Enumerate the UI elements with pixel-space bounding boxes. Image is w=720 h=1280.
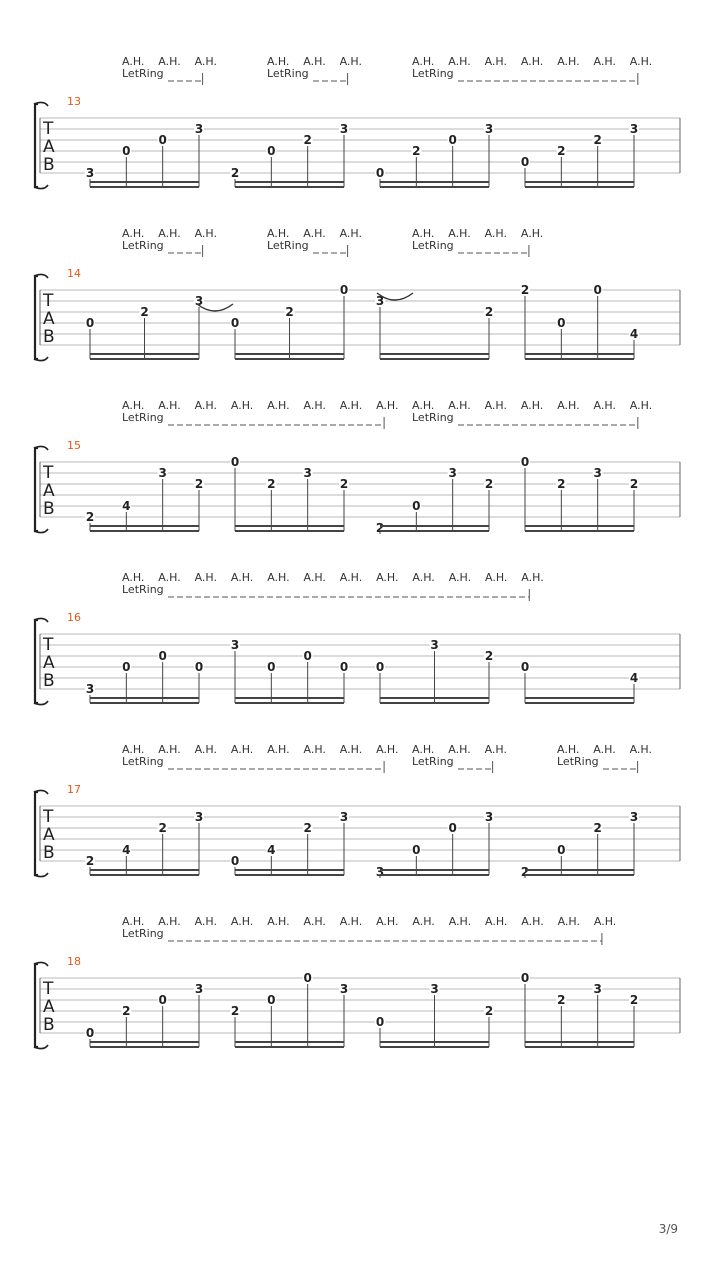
artificial-harmonic-label: A.H. <box>339 915 363 928</box>
fret-number: 0 <box>230 316 240 330</box>
measure-number: 16 <box>67 611 81 624</box>
fret-number: 2 <box>194 477 204 491</box>
tab-clef-letter: T <box>43 979 54 999</box>
fret-number: 0 <box>339 283 349 297</box>
artificial-harmonic-label: A.H. <box>122 55 145 68</box>
artificial-harmonic-label: A.H. <box>158 743 181 756</box>
fret-number: 0 <box>520 660 530 674</box>
artificial-harmonic-label: A.H. <box>593 55 616 68</box>
fret-number: 3 <box>430 982 439 996</box>
artificial-harmonic-label: A.H. <box>412 743 435 756</box>
fret-number: 3 <box>158 466 167 480</box>
artificial-harmonic-label: A.H. <box>158 399 181 412</box>
fret-number: 3 <box>85 682 95 696</box>
fret-number: 0 <box>412 499 421 513</box>
let-ring-label: LetRing <box>122 927 164 940</box>
artificial-harmonic-label: A.H. <box>158 915 181 928</box>
fret-number: 0 <box>85 1026 95 1040</box>
artificial-harmonic-label: A.H. <box>484 55 508 68</box>
artificial-harmonic-label: A.H. <box>122 571 145 584</box>
artificial-harmonic-label: A.H. <box>267 915 290 928</box>
fret-number: 3 <box>194 122 204 136</box>
artificial-harmonic-label: A.H. <box>194 55 218 68</box>
artificial-harmonic-label: A.H. <box>412 915 435 928</box>
fret-number: 0 <box>122 660 131 674</box>
fret-number: 3 <box>339 810 349 824</box>
fret-number: 2 <box>629 993 639 1007</box>
fret-number: 0 <box>303 971 312 985</box>
artificial-harmonic-label: A.H. <box>629 743 653 756</box>
fret-number: 0 <box>230 455 240 469</box>
let-ring-label: LetRing <box>412 411 454 424</box>
let-ring-label: LetRing <box>267 67 309 80</box>
fret-number: 3 <box>593 466 602 480</box>
let-ring-label: LetRing <box>557 755 599 768</box>
artificial-harmonic-label: A.H. <box>448 399 471 412</box>
artificial-harmonic-label: A.H. <box>267 571 290 584</box>
artificial-harmonic-label: A.H. <box>557 399 580 412</box>
artificial-harmonic-label: A.H. <box>485 571 508 584</box>
artificial-harmonic-label: A.H. <box>484 399 508 412</box>
fret-number: 3 <box>375 294 385 308</box>
tab-clef-letter: B <box>43 1015 55 1035</box>
page-number: 3/9 <box>658 1222 678 1236</box>
fret-number: 0 <box>557 316 566 330</box>
artificial-harmonic-label: A.H. <box>194 399 218 412</box>
artificial-harmonic-label: A.H. <box>194 227 218 240</box>
fret-number: 0 <box>267 993 276 1007</box>
artificial-harmonic-label: A.H. <box>448 743 471 756</box>
system-bracket <box>35 104 38 187</box>
artificial-harmonic-label: A.H. <box>448 915 472 928</box>
artificial-harmonic-label: A.H. <box>629 399 653 412</box>
artificial-harmonic-label: A.H. <box>520 55 544 68</box>
fret-number: 2 <box>593 821 602 835</box>
artificial-harmonic-label: A.H. <box>303 915 326 928</box>
fret-number: 0 <box>375 660 385 674</box>
tab-clef-letter: A <box>43 825 55 845</box>
fret-number: 0 <box>557 843 566 857</box>
fret-number: 0 <box>593 283 602 297</box>
artificial-harmonic-label: A.H. <box>412 571 435 584</box>
artificial-harmonic-label: A.H. <box>520 399 544 412</box>
fret-number: 3 <box>85 166 95 180</box>
fret-number: 0 <box>375 166 385 180</box>
artificial-harmonic-label: A.H. <box>122 227 145 240</box>
artificial-harmonic-label: A.H. <box>593 399 616 412</box>
artificial-harmonic-label: A.H. <box>557 915 581 928</box>
artificial-harmonic-label: A.H. <box>448 227 471 240</box>
fret-number: 0 <box>230 854 240 868</box>
fret-number: 2 <box>375 521 385 535</box>
system-bracket <box>35 620 38 703</box>
fret-number: 0 <box>267 144 276 158</box>
tab-clef-letter: T <box>43 807 54 827</box>
fret-number: 2 <box>484 305 494 319</box>
artificial-harmonic-label: A.H. <box>194 743 218 756</box>
artificial-harmonic-label: A.H. <box>194 915 218 928</box>
fret-number: 2 <box>85 854 95 868</box>
artificial-harmonic-label: A.H. <box>122 743 145 756</box>
fret-number: 3 <box>430 638 439 652</box>
fret-number: 0 <box>448 133 457 147</box>
tab-clef-letter: T <box>43 119 54 139</box>
artificial-harmonic-label: A.H. <box>376 743 399 756</box>
let-ring-label: LetRing <box>122 411 164 424</box>
artificial-harmonic-label: A.H. <box>339 571 363 584</box>
artificial-harmonic-label: A.H. <box>485 915 508 928</box>
fret-number: 0 <box>412 843 421 857</box>
fret-number: 3 <box>194 810 204 824</box>
fret-number: 2 <box>412 144 421 158</box>
artificial-harmonic-label: A.H. <box>230 399 254 412</box>
fret-number: 3 <box>194 294 204 308</box>
tab-clef-letter: A <box>43 309 55 329</box>
tab-clef-letter: T <box>43 463 54 483</box>
fret-number: 2 <box>484 1004 494 1018</box>
fret-number: 2 <box>484 649 494 663</box>
fret-number: 0 <box>158 133 167 147</box>
artificial-harmonic-label: A.H. <box>593 915 617 928</box>
fret-number: 2 <box>520 283 530 297</box>
artificial-harmonic-label: A.H. <box>521 915 544 928</box>
let-ring-label: LetRing <box>122 239 164 252</box>
tab-clef-letter: B <box>43 327 55 347</box>
fret-number: 2 <box>85 510 95 524</box>
fret-number: 2 <box>557 477 566 491</box>
artificial-harmonic-label: A.H. <box>448 571 472 584</box>
fret-number: 3 <box>230 638 240 652</box>
fret-number: 2 <box>303 821 312 835</box>
artificial-harmonic-label: A.H. <box>376 571 399 584</box>
artificial-harmonic-label: A.H. <box>521 571 544 584</box>
fret-number: 3 <box>303 466 312 480</box>
tab-clef-letter: A <box>43 481 55 501</box>
fret-number: 3 <box>375 865 385 879</box>
fret-number: 4 <box>122 843 131 857</box>
fret-number: 3 <box>593 982 602 996</box>
artificial-harmonic-label: A.H. <box>158 227 181 240</box>
artificial-harmonic-label: A.H. <box>267 743 290 756</box>
artificial-harmonic-label: A.H. <box>339 399 363 412</box>
artificial-harmonic-label: A.H. <box>484 227 508 240</box>
artificial-harmonic-label: A.H. <box>230 915 254 928</box>
fret-number: 3 <box>448 466 457 480</box>
fret-number: 2 <box>520 865 530 879</box>
artificial-harmonic-label: A.H. <box>520 227 544 240</box>
artificial-harmonic-label: A.H. <box>557 55 580 68</box>
fret-number: 2 <box>230 1004 240 1018</box>
fret-number: 4 <box>122 499 131 513</box>
artificial-harmonic-label: A.H. <box>376 399 399 412</box>
artificial-harmonic-label: A.H. <box>267 227 290 240</box>
fret-number: 2 <box>140 305 149 319</box>
artificial-harmonic-label: A.H. <box>122 399 145 412</box>
fret-number: 2 <box>557 993 566 1007</box>
system-bracket <box>35 792 38 875</box>
artificial-harmonic-label: A.H. <box>339 743 363 756</box>
artificial-harmonic-label: A.H. <box>267 399 290 412</box>
fret-number: 2 <box>593 133 602 147</box>
system-bracket <box>35 276 38 359</box>
tab-clef-letter: B <box>43 671 55 691</box>
let-ring-label: LetRing <box>122 67 164 80</box>
tab-clef-letter: A <box>43 997 55 1017</box>
artificial-harmonic-label: A.H. <box>412 227 435 240</box>
fret-number: 4 <box>629 327 639 341</box>
artificial-harmonic-label: A.H. <box>629 55 653 68</box>
artificial-harmonic-label: A.H. <box>303 227 326 240</box>
fret-number: 4 <box>267 843 276 857</box>
artificial-harmonic-label: A.H. <box>412 55 435 68</box>
fret-number: 0 <box>520 455 530 469</box>
fret-number: 2 <box>629 477 639 491</box>
system-bracket <box>35 448 38 531</box>
artificial-harmonic-label: A.H. <box>376 915 399 928</box>
artificial-harmonic-label: A.H. <box>303 571 326 584</box>
fret-number: 0 <box>85 316 95 330</box>
tab-clef-letter: T <box>43 635 54 655</box>
artificial-harmonic-label: A.H. <box>194 571 218 584</box>
fret-number: 0 <box>520 155 530 169</box>
let-ring-label: LetRing <box>412 755 454 768</box>
artificial-harmonic-label: A.H. <box>593 743 616 756</box>
artificial-harmonic-label: A.H. <box>230 743 254 756</box>
fret-number: 0 <box>375 1015 385 1029</box>
fret-number: 2 <box>158 821 167 835</box>
fret-number: 2 <box>122 1004 131 1018</box>
tab-clef-letter: T <box>43 291 54 311</box>
tab-clef-letter: B <box>43 843 55 863</box>
fret-number: 3 <box>629 810 639 824</box>
artificial-harmonic-label: A.H. <box>339 227 363 240</box>
artificial-harmonic-label: A.H. <box>303 743 326 756</box>
fret-number: 3 <box>194 982 204 996</box>
tab-clef-letter: A <box>43 653 55 673</box>
fret-number: 2 <box>230 166 240 180</box>
fret-number: 2 <box>339 477 349 491</box>
fret-number: 2 <box>484 477 494 491</box>
artificial-harmonic-label: A.H. <box>303 399 326 412</box>
fret-number: 2 <box>303 133 312 147</box>
tab-clef-letter: B <box>43 499 55 519</box>
fret-number: 0 <box>267 660 276 674</box>
fret-number: 4 <box>629 671 639 685</box>
fret-number: 0 <box>194 660 204 674</box>
fret-number: 2 <box>285 305 294 319</box>
measure-number: 18 <box>67 955 81 968</box>
fret-number: 3 <box>339 122 349 136</box>
fret-number: 3 <box>484 122 494 136</box>
artificial-harmonic-label: A.H. <box>303 55 326 68</box>
artificial-harmonic-label: A.H. <box>267 55 290 68</box>
fret-number: 3 <box>629 122 639 136</box>
fret-number: 2 <box>557 144 566 158</box>
fret-number: 3 <box>484 810 494 824</box>
artificial-harmonic-label: A.H. <box>557 743 580 756</box>
let-ring-label: LetRing <box>412 239 454 252</box>
fret-number: 0 <box>303 649 312 663</box>
let-ring-label: LetRing <box>122 583 164 596</box>
let-ring-label: LetRing <box>412 67 454 80</box>
artificial-harmonic-label: A.H. <box>412 399 435 412</box>
let-ring-label: LetRing <box>267 239 309 252</box>
artificial-harmonic-label: A.H. <box>484 743 508 756</box>
fret-number: 0 <box>448 821 457 835</box>
fret-number: 0 <box>158 993 167 1007</box>
artificial-harmonic-label: A.H. <box>158 571 181 584</box>
artificial-harmonic-label: A.H. <box>158 55 181 68</box>
measure-number: 14 <box>67 267 81 280</box>
fret-number: 0 <box>158 649 167 663</box>
artificial-harmonic-label: A.H. <box>230 571 254 584</box>
fret-number: 3 <box>339 982 349 996</box>
measure-number: 17 <box>67 783 81 796</box>
fret-number: 0 <box>520 971 530 985</box>
measure-number: 13 <box>67 95 81 108</box>
let-ring-label: LetRing <box>122 755 164 768</box>
fret-number: 0 <box>122 144 131 158</box>
artificial-harmonic-label: A.H. <box>448 55 471 68</box>
tab-clef-letter: B <box>43 155 55 175</box>
artificial-harmonic-label: A.H. <box>339 55 363 68</box>
fret-number: 0 <box>339 660 349 674</box>
fret-number: 2 <box>267 477 276 491</box>
measure-number: 15 <box>67 439 81 452</box>
artificial-harmonic-label: A.H. <box>122 915 145 928</box>
system-bracket <box>35 964 38 1047</box>
tab-clef-letter: A <box>43 137 55 157</box>
